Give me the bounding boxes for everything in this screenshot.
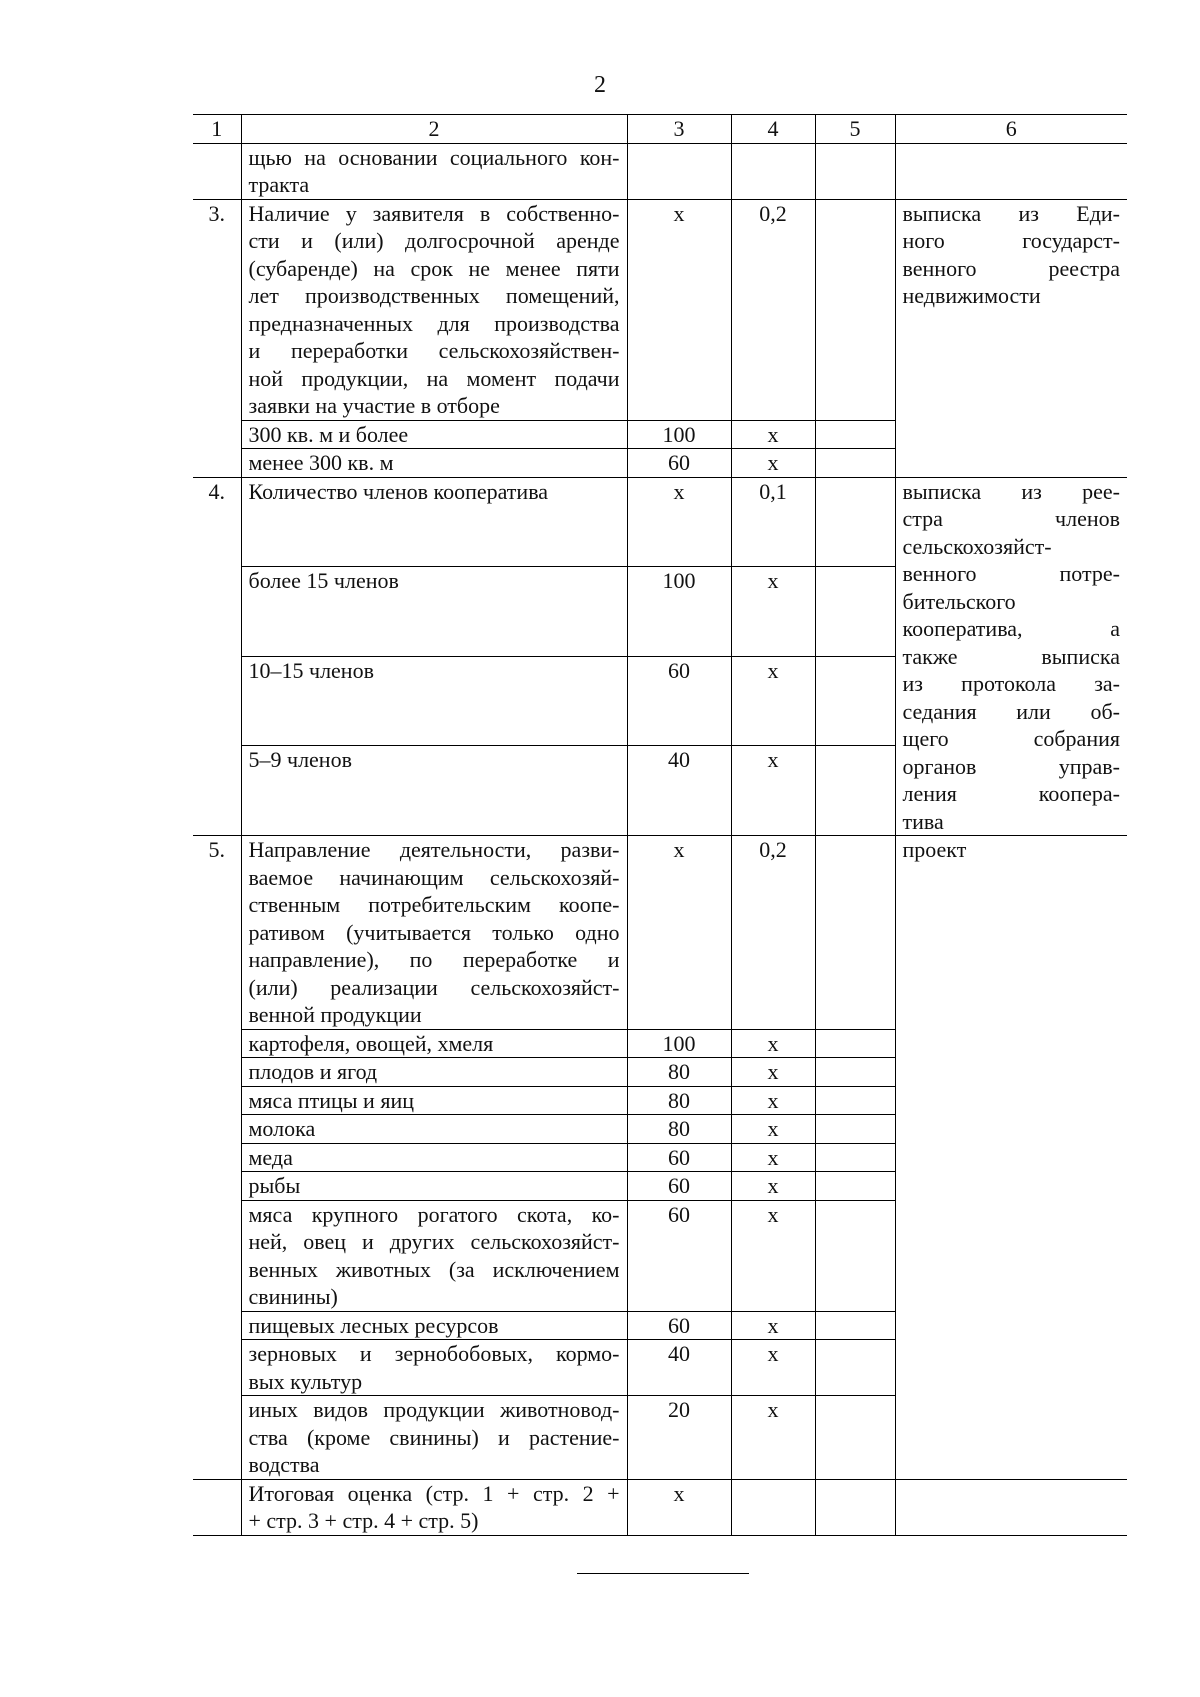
source-document-line: седания или об- bbox=[902, 698, 1120, 724]
criterion-line: венных животных (за исключением bbox=[248, 1256, 620, 1282]
footer-separator-line bbox=[577, 1573, 749, 1574]
row-number-cell: 4. bbox=[193, 477, 241, 836]
criterion-line: направление), по переработке и bbox=[248, 947, 620, 972]
value-cell-c5 bbox=[815, 836, 895, 1030]
criterion-line: Наличие у заявителя в собственно- bbox=[248, 200, 620, 226]
table-row bbox=[193, 836, 1127, 1030]
criterion-cell bbox=[241, 1115, 627, 1144]
value-cell-c4 bbox=[731, 1479, 815, 1535]
row-number-cell: 3. bbox=[193, 199, 241, 477]
value-cell-c3: 20 bbox=[627, 1396, 731, 1480]
value-cell-c5 bbox=[815, 449, 895, 478]
value-cell-c3: 60 bbox=[627, 1143, 731, 1172]
criterion-line: зерновых и зернобобовых, кормо- bbox=[248, 1341, 620, 1366]
value-cell-c3: 60 bbox=[627, 1172, 731, 1201]
criterion-line: мяса крупного рогатого скота, ко- bbox=[248, 1201, 620, 1227]
criterion-line: рыбы bbox=[248, 1173, 301, 1198]
criterion-line: (или) реализации сельскохозяйст- bbox=[248, 974, 620, 1000]
criterion-cell bbox=[241, 1143, 627, 1172]
source-document-line: тива bbox=[902, 808, 944, 834]
criterion-line: Итоговая оценка (стр. 1 + стр. 2 + bbox=[248, 1480, 620, 1506]
criterion-line: молока bbox=[248, 1116, 316, 1141]
criterion-line: 300 кв. м и более bbox=[248, 421, 409, 447]
criterion-cell bbox=[241, 449, 627, 478]
source-document-line: недвижимости bbox=[902, 283, 1041, 308]
value-cell-c5 bbox=[815, 567, 895, 657]
value-cell-c4 bbox=[731, 143, 815, 199]
value-cell-c5 bbox=[815, 1143, 895, 1172]
value-cell-c3: 100 bbox=[627, 567, 731, 657]
criterion-line: венной продукции bbox=[248, 1002, 422, 1027]
value-cell-c3: 100 bbox=[627, 1029, 731, 1058]
criterion-line: заявки на участие в отборе bbox=[248, 393, 500, 418]
criterion-cell bbox=[241, 656, 627, 746]
value-cell-c4: х bbox=[731, 1029, 815, 1058]
value-cell-c4: 0,2 bbox=[731, 199, 815, 420]
value-cell-c4: х bbox=[731, 1396, 815, 1480]
table-row bbox=[193, 477, 1127, 567]
value-cell-c5 bbox=[815, 143, 895, 199]
value-cell-c3: 60 bbox=[627, 1200, 731, 1311]
value-cell-c3: 80 bbox=[627, 1115, 731, 1144]
row-number-cell bbox=[193, 143, 241, 199]
header-cell-4: 4 bbox=[731, 115, 815, 144]
source-document-line: ного государст- bbox=[902, 228, 1120, 253]
source-document-line: венного потре- bbox=[902, 561, 1120, 586]
source-document-line: проект bbox=[902, 837, 967, 862]
value-cell-c3 bbox=[627, 143, 731, 199]
page-number: 2 bbox=[594, 72, 606, 98]
header-cell-1: 1 bbox=[193, 115, 241, 144]
criterion-cell bbox=[241, 1086, 627, 1115]
source-document-line: кооператива, а bbox=[902, 616, 1120, 641]
value-cell-c3: 60 bbox=[627, 1311, 731, 1340]
source-document-line: бительского bbox=[902, 588, 1016, 614]
source-document-line: выписка из Еди- bbox=[902, 200, 1120, 226]
source-document-line: венного реестра bbox=[902, 255, 1120, 281]
value-cell-c4: 0,2 bbox=[731, 836, 815, 1030]
value-cell-c4: х bbox=[731, 1172, 815, 1201]
table-row bbox=[193, 143, 1127, 199]
criterion-cell bbox=[241, 567, 627, 657]
value-cell-c4: х bbox=[731, 567, 815, 657]
criterion-cell bbox=[241, 477, 627, 567]
value-cell-c4: х bbox=[731, 656, 815, 746]
value-cell-c5 bbox=[815, 656, 895, 746]
source-document-line: стра членов bbox=[902, 506, 1120, 531]
criterion-cell bbox=[241, 746, 627, 836]
value-cell-c3: 80 bbox=[627, 1058, 731, 1087]
criterion-line: пищевых лесных ресурсов bbox=[248, 1312, 499, 1338]
criterion-line: ней, овец и других сельскохозяйст- bbox=[248, 1229, 620, 1254]
criterion-line: и переработки сельскохозяйствен- bbox=[248, 338, 620, 363]
value-cell-c4: х bbox=[731, 449, 815, 478]
value-cell-c5 bbox=[815, 1172, 895, 1201]
value-cell-c4: х bbox=[731, 420, 815, 449]
value-cell-c4: х bbox=[731, 1340, 815, 1396]
value-cell-c4: х bbox=[731, 1200, 815, 1311]
value-cell-c3: 40 bbox=[627, 746, 731, 836]
criterion-cell bbox=[241, 1396, 627, 1480]
value-cell-c4: 0,1 bbox=[731, 477, 815, 567]
value-cell-c3: 40 bbox=[627, 1340, 731, 1396]
criterion-line: тракта bbox=[248, 172, 310, 197]
criterion-line: 5–9 членов bbox=[248, 747, 352, 773]
criterion-line: водства bbox=[248, 1452, 320, 1477]
source-document-cell bbox=[895, 477, 1127, 836]
criterion-line: 10–15 членов bbox=[248, 657, 374, 683]
criterion-cell bbox=[241, 420, 627, 449]
value-cell-c5 bbox=[815, 199, 895, 420]
criterion-cell bbox=[241, 836, 627, 1030]
criterion-line: ной продукции, на момент подачи bbox=[248, 365, 620, 391]
criterion-line: (субаренде) на срок не менее пяти bbox=[248, 255, 620, 281]
criterion-line: ства (кроме свинины) и растение- bbox=[248, 1424, 620, 1450]
header-cell-6: 6 bbox=[895, 115, 1127, 144]
header-row bbox=[193, 115, 1127, 144]
value-cell-c3: х bbox=[627, 1479, 731, 1535]
value-cell-c3: х bbox=[627, 199, 731, 420]
criterion-line: лет производственных помещений, bbox=[248, 283, 620, 308]
value-cell-c5 bbox=[815, 1200, 895, 1311]
criterion-cell bbox=[241, 143, 627, 199]
criterion-cell bbox=[241, 1200, 627, 1311]
value-cell-c5 bbox=[815, 1340, 895, 1396]
value-cell-c5 bbox=[815, 1115, 895, 1144]
source-document-line: щего собрания bbox=[902, 726, 1120, 751]
criterion-cell bbox=[241, 1340, 627, 1396]
value-cell-c4: х bbox=[731, 746, 815, 836]
criterion-line: меда bbox=[248, 1144, 293, 1170]
value-cell-c3: х bbox=[627, 836, 731, 1030]
value-cell-c5 bbox=[815, 1311, 895, 1340]
source-document-line: выписка из рее- bbox=[902, 478, 1120, 504]
criterion-line: иных видов продукции животновод- bbox=[248, 1397, 620, 1422]
source-document-line: также выписка bbox=[902, 643, 1120, 669]
value-cell-c5 bbox=[815, 1479, 895, 1535]
criterion-line: менее 300 кв. м bbox=[248, 450, 394, 475]
criterion-line: сти и (или) долгосрочной аренде bbox=[248, 228, 620, 253]
criterion-line: ственным потребительским коопе- bbox=[248, 892, 620, 917]
table-row bbox=[193, 199, 1127, 420]
criterion-cell bbox=[241, 1172, 627, 1201]
value-cell-c5 bbox=[815, 1029, 895, 1058]
source-document-cell bbox=[895, 836, 1127, 1480]
value-cell-c3: х bbox=[627, 477, 731, 567]
value-cell-c4: х bbox=[731, 1311, 815, 1340]
value-cell-c3: 100 bbox=[627, 420, 731, 449]
header-cell-2: 2 bbox=[241, 115, 627, 144]
value-cell-c3: 60 bbox=[627, 656, 731, 746]
criterion-line: ративом (учитывается только одно bbox=[248, 919, 620, 945]
criterion-cell bbox=[241, 1479, 627, 1535]
value-cell-c5 bbox=[815, 1058, 895, 1087]
row-number-cell bbox=[193, 1479, 241, 1535]
value-cell-c4: х bbox=[731, 1115, 815, 1144]
header-cell-3: 3 bbox=[627, 115, 731, 144]
criterion-cell bbox=[241, 1058, 627, 1087]
value-cell-c5 bbox=[815, 746, 895, 836]
value-cell-c5 bbox=[815, 420, 895, 449]
criterion-line: Направление деятельности, разви- bbox=[248, 837, 620, 862]
criterion-cell bbox=[241, 199, 627, 420]
source-document-cell bbox=[895, 1479, 1127, 1535]
source-document-line: органов управ- bbox=[902, 753, 1120, 779]
value-cell-c4: х bbox=[731, 1086, 815, 1115]
criterion-line: более 15 членов bbox=[248, 568, 399, 594]
criterion-cell bbox=[241, 1311, 627, 1340]
value-cell-c5 bbox=[815, 1396, 895, 1480]
header-cell-5: 5 bbox=[815, 115, 895, 144]
value-cell-c4: х bbox=[731, 1143, 815, 1172]
source-document-line: ления коопера- bbox=[902, 781, 1120, 806]
criterion-line: картофеля, овощей, хмеля bbox=[248, 1030, 494, 1056]
criterion-cell bbox=[241, 1029, 627, 1058]
source-document-cell bbox=[895, 199, 1127, 477]
value-cell-c5 bbox=[815, 1086, 895, 1115]
criterion-line: мяса птицы и яиц bbox=[248, 1087, 414, 1113]
table-row bbox=[193, 1479, 1127, 1535]
criterion-line: щью на основании социального кон- bbox=[248, 144, 620, 170]
criterion-line: предназначенных для производства bbox=[248, 310, 620, 336]
value-cell-c5 bbox=[815, 477, 895, 567]
criterion-line: свинины) bbox=[248, 1284, 338, 1309]
criterion-line: + стр. 3 + стр. 4 + стр. 5) bbox=[248, 1508, 479, 1533]
value-cell-c3: 60 bbox=[627, 449, 731, 478]
value-cell-c4: х bbox=[731, 1058, 815, 1087]
criterion-line: плодов и ягод bbox=[248, 1059, 378, 1084]
criteria-table bbox=[193, 114, 1127, 1536]
row-number-cell: 5. bbox=[193, 836, 241, 1480]
criterion-line: вых культур bbox=[248, 1368, 363, 1394]
source-document-cell bbox=[895, 143, 1127, 199]
source-document-line: сельскохозяйст- bbox=[902, 533, 1052, 559]
criterion-line: Количество членов кооператива bbox=[248, 478, 549, 504]
value-cell-c3: 80 bbox=[627, 1086, 731, 1115]
criterion-line: ваемое начинающим сельскохозяй- bbox=[248, 864, 620, 890]
source-document-line: из протокола за- bbox=[902, 671, 1120, 696]
